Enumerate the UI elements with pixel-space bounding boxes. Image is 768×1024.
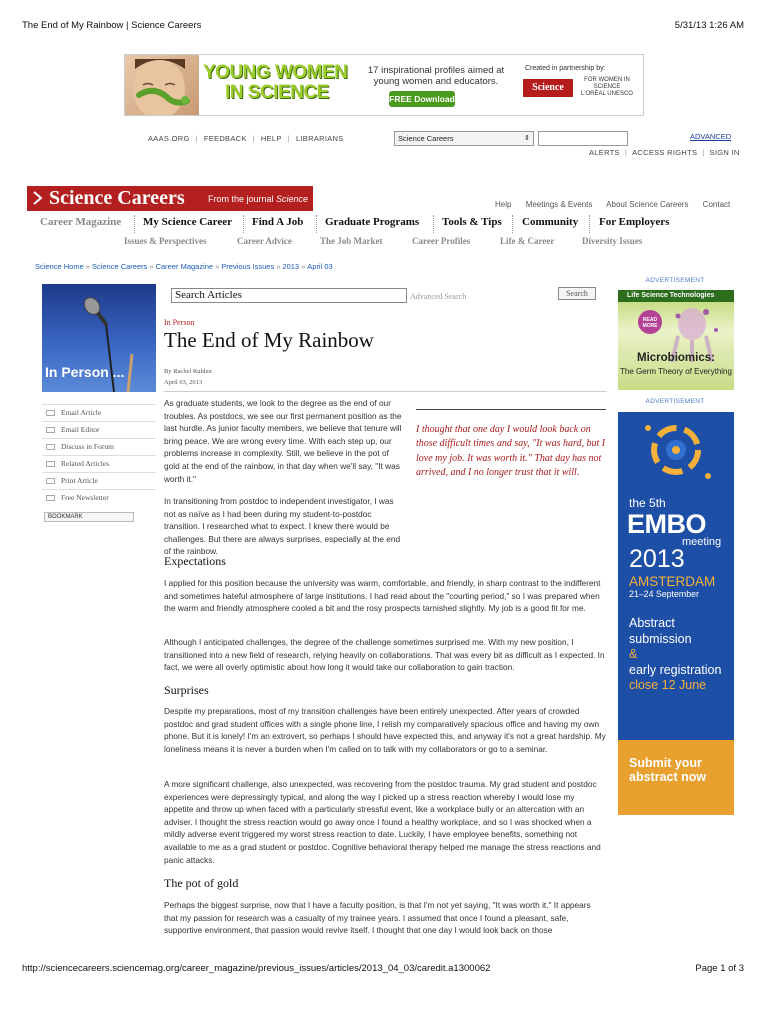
section-heading-surprises: Surprises — [164, 683, 209, 697]
subnav-career-profiles[interactable]: Career Profiles — [412, 236, 471, 246]
subnav-job-market[interactable]: The Job Market — [320, 236, 383, 246]
article-tools — [42, 404, 156, 506]
banner-ad[interactable] — [124, 54, 644, 116]
main-nav — [36, 216, 676, 232]
account-nav: ALERTS | ACCESS RIGHTS | SIGN IN — [589, 148, 740, 157]
lst-ad-headline: Microbiomics: — [637, 352, 715, 364]
top-link-help[interactable]: Help — [495, 200, 512, 209]
logo-name: Science Careers — [49, 187, 185, 209]
speech-bubble-icon — [46, 444, 55, 450]
embo-cta: Abstract submission & early registration close 12 June — [629, 616, 722, 693]
email-article-link[interactable]: Email Article — [42, 404, 156, 421]
banner-science-logo: Science — [523, 79, 573, 97]
pullquote: I thought that one day I would look back on those difficult times and say, "It was hard, but I love my job. It was worth it." That day has not arrived, and I no longer trust that it will. — [416, 424, 606, 479]
embo-ad[interactable] — [618, 412, 734, 815]
section-heading-pot-of-gold: The pot of gold — [164, 876, 239, 890]
alerts-link[interactable]: ALERTS — [589, 148, 620, 157]
related-articles-link[interactable]: Related Articles — [42, 455, 156, 472]
banner-headline-1: YOUNG WOMEN — [203, 62, 348, 83]
print-footer-url: http://sciencecareers.sciencemag.org/career_magazine/previous_issues/articles/2013_04_03/caredit.a1300062 — [22, 963, 491, 974]
banner-download-button[interactable]: FREE Download — [389, 91, 455, 107]
divider — [164, 391, 607, 392]
newsletter-icon — [46, 495, 55, 501]
banner-tagline: 17 inspirational profiles aimed at young women and educators. — [367, 65, 505, 87]
print-article-link[interactable]: Print Article — [42, 472, 156, 489]
paragraph-expectations-2: Although I anticipated challenges, the degree of the challenge sometimes surprised me. With my new position, I transitioned into a new field of research, relying heavily on collaborations. That was every bit as difficult as I expected. In fact, we were all overly optimistic about how long it would take our collaboration to gain traction. — [164, 637, 605, 673]
nav-my-science-career[interactable]: My Science Career — [143, 216, 232, 228]
subnav-life-career[interactable]: Life & Career — [500, 236, 555, 246]
logo-subtitle: From the journal Science — [208, 194, 309, 204]
search-button[interactable]: Search — [558, 287, 596, 300]
crumb-science-home[interactable]: Science Home — [35, 262, 84, 271]
ad-label: ADVERTISEMENT — [645, 277, 705, 284]
advanced-search-link[interactable]: Advanced Search — [410, 292, 467, 301]
subnav-career-advice[interactable]: Career Advice — [237, 236, 292, 246]
lst-ad[interactable] — [618, 290, 734, 390]
top-link-about[interactable]: About Science Careers — [606, 200, 689, 209]
embo-decoration-icon — [618, 412, 734, 496]
paragraph-surprises-1: Despite my preparations, most of my transition challenges have been entirely unexpected. After years of crowded postdoc and grad student offices with a single phone line, I relish my comparatively spacious office and having my own phone. But it is lonely! I'm an extrovert, so perhaps I should have expected this, and anyway it's not a great hardship. My loneliness means it is never a burden when I'm called on to talk with my collaborators or go to a seminar. — [164, 706, 606, 754]
subnav-diversity[interactable]: Diversity Issues — [582, 236, 643, 246]
nav-graduate-programs[interactable]: Graduate Programs — [325, 216, 420, 228]
embo-meeting: meeting — [682, 536, 722, 548]
paragraph-surprises-2: A more significant challenge, also unexpected, was recovering from the postdoc trauma. My grad student and postdoc experiences were depressingly typical, and along the way I picked up a stress reaction whereby I would lose my appetite and throw up when faced with a particularly stressful event, like a workplace bully or an altercation with an adviser. I thought the stress reaction would go away once I found a healthy workplace, and so I was shocked when a mildly adverse event triggered my worst stress reaction to date. Luckily, I have employee benefits, something not available to me as a grad student or postdoc. Cognitive behavioral therapy helped me manage the stress reactions and panic attacks. — [164, 779, 601, 865]
article-kicker[interactable]: In Person — [164, 318, 195, 327]
intro-paragraph-2: In transitioning from postdoc to independent investigator, I was not as naïve as I had been during my student-to-postdoc transition. I researched what to expect. I knew there would be challenges. But there are always surprises, especially at the end of the rainbow. — [164, 496, 401, 557]
print-header-title: The End of My Rainbow | Science Careers — [22, 20, 202, 31]
nav-career-magazine[interactable]: Career Magazine — [40, 216, 122, 228]
paragraph-pot-of-gold-1: Perhaps the biggest surprise, now that I have a faculty position, is that I'm not yet saying, "It was worth it." It appears that my passion for research was a casualty of my trainee years. I assumed that once I found a pleasant, safe, supportive environment, that passion would revive itself. I thought that one day I would look back on those — [164, 900, 591, 936]
intro-paragraph-1: As graduate students, we look to the degree as the end of our troubles. As postdocs, we see our first permanent position as the last hurdle. As junior faculty members, we believe that tenure will bring peace. We are wrong every time. With each step up, our problems increase in complexity. Still, we believe in the pot of gold at the end of the rainbow, in that day when we'll say, "It was worth it." — [164, 398, 402, 484]
crumb-science-careers[interactable]: Science Careers — [91, 262, 148, 271]
in-person-promo[interactable] — [42, 284, 156, 392]
nav-for-employers[interactable]: For Employers — [599, 216, 670, 228]
lst-read-more-badge: READ MORE — [638, 310, 662, 334]
bookmark-share-button[interactable]: BOOKMARK — [44, 512, 134, 522]
promo-label: In Person ... — [45, 364, 125, 380]
free-newsletter-link[interactable]: Free Newsletter — [42, 489, 156, 506]
nav-tools-tips[interactable]: Tools & Tips — [442, 216, 502, 228]
article-date: April 03, 2013 — [164, 379, 203, 386]
embo-city: AMSTERDAM — [629, 574, 716, 589]
site-select[interactable] — [394, 131, 534, 146]
lst-ad-brand: Life Science Technologies — [618, 290, 734, 302]
pullquote-rule — [416, 409, 606, 410]
envelope-icon — [46, 427, 55, 433]
author: By Rachel Ruhlen — [164, 368, 212, 375]
printer-icon — [46, 478, 55, 484]
embo-dates: 21–24 September — [629, 589, 699, 599]
util-link-help[interactable]: HELP — [260, 134, 282, 143]
envelope-icon — [46, 410, 55, 416]
top-links — [495, 200, 742, 209]
embo-submit-button[interactable]: Submit your abstract now — [618, 740, 734, 815]
sign-in-link[interactable]: SIGN IN — [709, 148, 740, 157]
crumb-previous-issues[interactable]: Previous Issues — [221, 262, 275, 271]
crumb-career-magazine[interactable]: Career Magazine — [155, 262, 214, 271]
breadcrumb: Science Home » Science Careers » Career Magazine » Previous Issues » 2013 » April 03 — [35, 262, 333, 271]
top-link-meetings[interactable]: Meetings & Events — [525, 200, 593, 209]
nav-find-a-job[interactable]: Find A Job — [252, 216, 304, 228]
ad-label: ADVERTISEMENT — [645, 398, 705, 405]
subnav-issues[interactable]: Issues & Perspectives — [124, 236, 207, 246]
crumb-april-03[interactable]: April 03 — [307, 262, 333, 271]
site-logo[interactable] — [27, 186, 313, 211]
select-arrows-icon: ⇕ — [524, 135, 530, 142]
util-link-librarians[interactable]: LIBRARIANS — [295, 134, 344, 143]
embo-name: EMBO — [627, 509, 706, 539]
sub-nav — [36, 236, 676, 248]
document-icon — [46, 461, 55, 467]
site-select-value: Science Careers — [398, 134, 454, 143]
top-link-contact[interactable]: Contact — [702, 200, 731, 209]
crumb-2013[interactable]: 2013 — [282, 262, 300, 271]
discuss-forum-link[interactable]: Discuss in Forum — [42, 438, 156, 455]
print-header-datetime: 5/31/13 1:26 AM — [674, 20, 744, 31]
logo-chevron-icon — [33, 191, 43, 205]
utility-nav: AAAS.ORG | FEEDBACK | HELP | LIBRARIANS — [148, 134, 344, 143]
access-rights-link[interactable]: ACCESS RIGHTS — [632, 148, 698, 157]
banner-headline-2: IN SCIENCE — [225, 82, 329, 103]
embo-edition: the 5th — [629, 496, 666, 510]
paragraph-expectations-1: I applied for this position because the university was warm, comfortable, and friendly, in sharp contrast to the indifferent and sometimes hateful atmosphere of large institutions. I had read about the "courting period," so I was prepared when the warm and friendly atmosphere cooled a bit and the rosy prospects tarnished slightly. My job is a good fit for me. — [164, 578, 601, 614]
section-heading-expectations: Expectations — [164, 554, 226, 568]
page-title: The End of My Rainbow — [164, 328, 374, 352]
lst-ad-subline: The Germ Theory of Everything — [620, 367, 732, 376]
banner-photo — [125, 55, 199, 116]
site-search-input[interactable] — [538, 131, 628, 146]
banner-partner-label: Created in partnership by: — [525, 65, 606, 72]
article-search-input[interactable]: Search Articles — [171, 288, 407, 303]
advanced-search-link[interactable]: ADVANCED — [690, 132, 732, 141]
email-editor-link[interactable]: Email Editor — [42, 421, 156, 438]
print-footer-page: Page 1 of 3 — [695, 963, 744, 974]
nav-community[interactable]: Community — [522, 216, 579, 228]
util-link-aaas[interactable]: AAAS.ORG — [148, 134, 190, 143]
util-link-feedback[interactable]: FEEDBACK — [203, 134, 247, 143]
embo-year: 2013 — [629, 545, 685, 573]
banner-loreal-logo: FOR WOMEN IN SCIENCE L'ORÉAL UNESCO — [581, 77, 633, 97]
byline — [164, 366, 212, 388]
